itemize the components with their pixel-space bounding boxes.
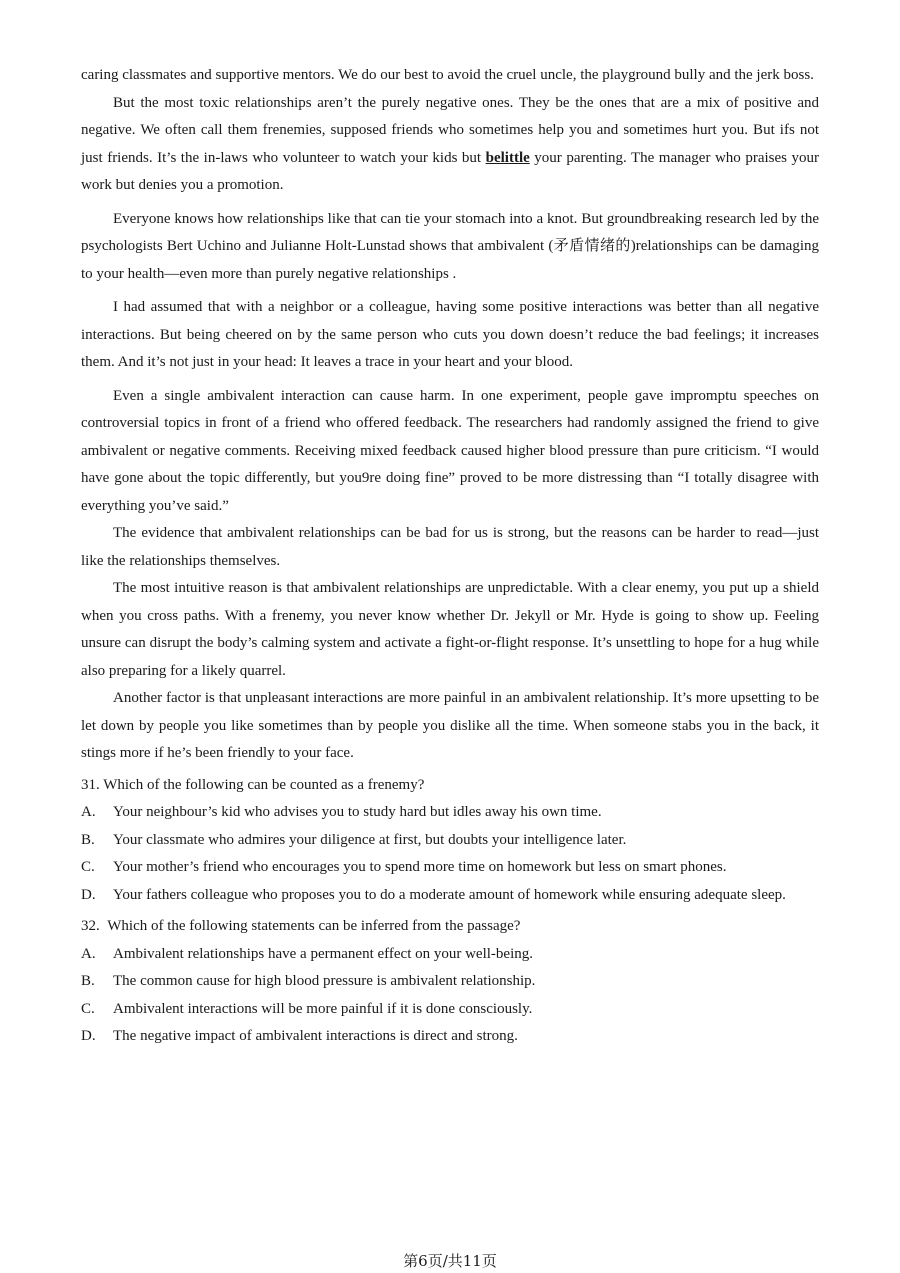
option-text: Your fathers colleague who proposes you to do a moderate amount of homework while ensuring adequate sleep.	[113, 886, 786, 903]
option-letter: C.	[81, 1000, 95, 1017]
option-letter: D.	[81, 1028, 96, 1044]
option-31-b[interactable]	[81, 827, 819, 855]
page-number-footer: 第6页/共11页	[403, 1252, 497, 1270]
option-text: Your classmate who admires your diligence at first, but doubts your intelligence later.	[113, 831, 627, 848]
option-letter: B.	[81, 831, 95, 848]
exam-page	[81, 62, 819, 1051]
option-32-c[interactable]	[81, 996, 819, 1024]
passage-paragraph-6: The most intuitive reason is that ambivalent relationships are unpredictable. With a clear enemy, you put up a shield when you cross paths. With a frenemy, you never know whether Dr. Jekyll or Mr. Hyde is going to show up. Feeling unsure can disrupt the body’s calming system and activate a fight-or-flight response. It’s unsettling to hope for a hug while also preparing for a likely quarrel.	[81, 580, 819, 679]
option-letter: B.	[81, 973, 95, 989]
passage-paragraph-4: Even a single ambivalent interaction can cause harm. In one experiment, people gave impromptu speeches on controversial topics in front of a friend who offered feedback. The researchers had randomly assigned the friend to give ambivalent or negative comments. Receiving mixed feedback caused higher blood pressure than pure criticism. “I would have gone about the topic differently, but you9re doing fine” proved to be more distressing than “I totally disagree with everything you’ve said.”	[81, 387, 819, 514]
question-stem: 32. Which of the following statements can be inferred from the passage?	[81, 918, 521, 934]
option-31-c[interactable]	[81, 854, 819, 882]
passage-paragraph-1	[81, 90, 819, 200]
paragraph-1-before: But the most toxic relationships aren’t the purely negative ones. They be the ones that are a mix of positive and negative. We often call them frenemies, supposed friends who sometimes help you and sometimes hurt you. But ifs not just friends. It’s the in-laws who volunteer to watch your kids but	[81, 94, 819, 166]
option-letter: D.	[81, 886, 96, 903]
passage-paragraph-5: The evidence that ambivalent relationships can be bad for us is strong, but the reasons can be harder to read—just like the relationships themselves.	[81, 525, 819, 569]
option-letter: C.	[81, 859, 95, 875]
underlined-word-belittle: belittle	[485, 149, 530, 166]
option-text: The common cause for high blood pressure is ambivalent relationship.	[113, 973, 536, 989]
option-32-d[interactable]	[81, 1023, 819, 1051]
option-text: Ambivalent relationships have a permanent effect on your well-being.	[113, 945, 533, 962]
option-text: The negative impact of ambivalent interactions is direct and strong.	[113, 1028, 518, 1044]
option-letter: A.	[81, 804, 96, 820]
question-32	[81, 913, 819, 1051]
option-text: Your neighbour’s kid who advises you to study hard but idles away his own time.	[113, 804, 602, 820]
passage-paragraph-0: caring classmates and supportive mentors. We do our best to avoid the cruel uncle, the playground bully and the jerk boss.	[81, 67, 814, 83]
option-31-a[interactable]	[81, 799, 819, 827]
passage-paragraph-3: I had assumed that with a neighbor or a colleague, having some positive interactions was better than all negative interactions. But being cheered on by the same person who cuts you down doesn’t reduce the bad feelings; it increases them. And it’s not just in your head: It leaves a trace in your heart and your blood.	[81, 299, 819, 370]
option-text: Ambivalent interactions will be more painful if it is done consciously.	[113, 1000, 533, 1017]
option-letter: A.	[81, 945, 96, 962]
question-31	[81, 772, 819, 910]
option-text: Your mother’s friend who encourages you to spend more time on homework but less on smart phones.	[113, 859, 727, 875]
passage-paragraph-2: Everyone knows how relationships like that can tie your stomach into a knot. But groundbreaking research led by the psychologists Bert Uchino and Julianne Holt-Lunstad shows that ambivalent (矛盾情绪的)relationships can be damaging to your health—even more than purely negative relationships .	[81, 210, 819, 282]
passage-paragraph-7: Another factor is that unpleasant interactions are more painful in an ambivalent relationship. It’s more upsetting to be let down by people you like sometimes than by people you dislike all the time. When someone stabs you in the back, it stings more if he’s been friendly to your face.	[81, 690, 819, 761]
option-32-a[interactable]	[81, 941, 819, 969]
question-stem: 31. Which of the following can be counted as a frenemy?	[81, 776, 425, 793]
option-32-b[interactable]	[81, 968, 819, 996]
paragraph-1-after: your parenting. The manager who praises your work but denies you a promotion.	[81, 149, 819, 193]
option-31-d[interactable]	[81, 882, 819, 910]
